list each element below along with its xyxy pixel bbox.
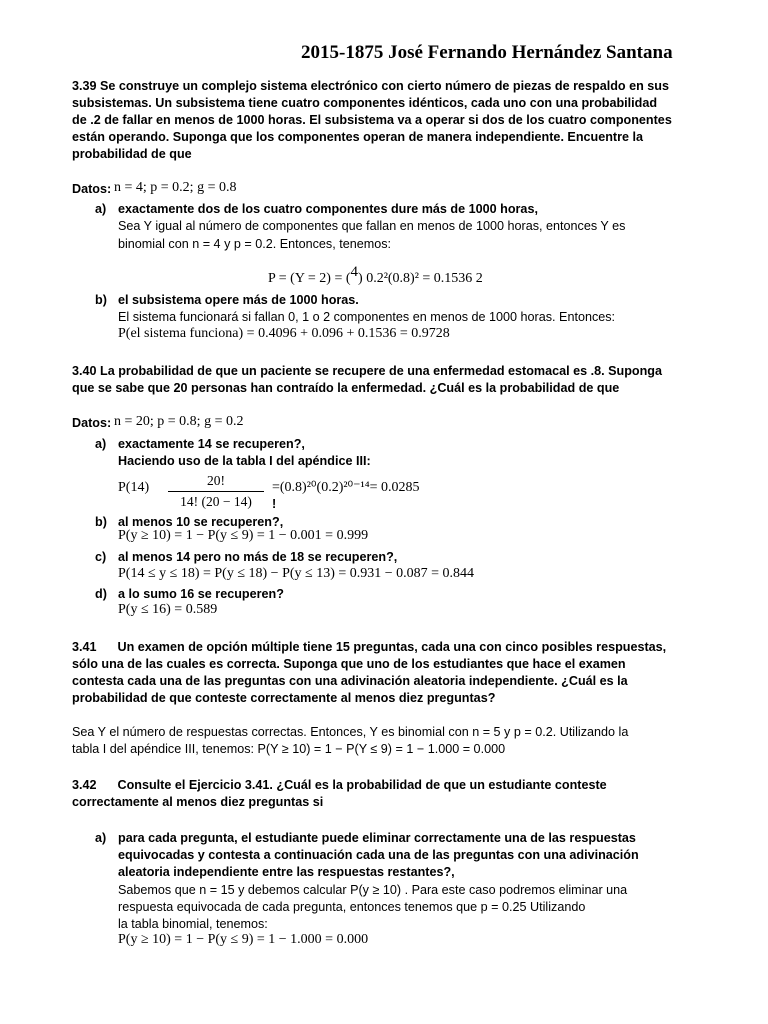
statement-line: de .2 de fallar en menos de 1000 horas. El subsistema va a operar si dos de los cuatro componentes (72, 113, 672, 127)
equation-right: =(0.8)²⁰(0.2)²⁰⁻¹⁴= 0.0285 (272, 480, 420, 495)
item-label-a: a) (95, 831, 107, 845)
question-a-line: aleatoria independiente entre las respuestas restantes?, (118, 865, 455, 879)
item-label-b: b) (95, 293, 107, 307)
equation-left: P(14) (118, 480, 150, 495)
item-label-d: d) (95, 587, 107, 601)
equation (268, 264, 483, 287)
equation: P(el sistema funciona) = 0.4096 + 0.096 + 0.1536 = 0.9728 (118, 326, 450, 341)
statement-line: subsistemas. Un subsistema tiene cuatro componentes idénticos, cada uno con una probabilidad (72, 96, 658, 110)
statement-line: que se sabe que 20 personas han contraído la enfermedad. ¿Cuál es la probabilidad de que (72, 381, 620, 395)
equation-part: ) 0.2²(0.8)² = 0.1536 2 (358, 271, 483, 286)
datos-values: n = 4; p = 0.2; g = 0.8 (114, 180, 237, 195)
item-label-c: c) (95, 550, 107, 564)
equation-part: P = (Y = 2) = ( (268, 271, 351, 286)
question-b: el subsistema opere más de 1000 horas. (118, 293, 359, 307)
item-label-a: a) (95, 202, 107, 216)
equation: P(y ≥ 10) = 1 − P(y ≤ 9) = 1 − 0.001 = 0.999 (118, 528, 369, 543)
question-a: exactamente dos de los cuatro componentes dure más de 1000 horas, (118, 202, 538, 216)
question-d: a lo sumo 16 se recuperen? (118, 587, 284, 601)
solution-line: El sistema funcionará si fallan 0, 1 o 2 componentes en menos de 1000 horas. Entonces: (118, 310, 616, 324)
equation: P(14 ≤ y ≤ 18) = P(y ≤ 18) − P(y ≤ 13) = 0.931 − 0.087 = 0.844 (118, 566, 475, 581)
datos-label: Datos: (72, 182, 112, 196)
solution-line: Haciendo uso de la tabla I del apéndice III: (118, 454, 371, 468)
fraction (168, 473, 264, 510)
datos-label: Datos: (72, 416, 112, 430)
item-label-b: b) (95, 515, 107, 529)
question-a-line: para cada pregunta, el estudiante puede eliminar correctamente una de las respuestas (118, 831, 636, 845)
fraction-numerator: 20! (207, 473, 225, 488)
equation: P(y ≤ 16) = 0.589 (118, 602, 218, 617)
statement-line: 3.42 Consulte el Ejercicio 3.41. ¿Cuál es la probabilidad de que un estudiante conteste (72, 778, 607, 792)
statement-line: 3.40 La probabilidad de que un paciente se recupere de una enfermedad estomacal es .8. Suponga (72, 364, 662, 378)
statement-line: están operando. Suponga que los componentes operan de manera independiente. Encuentre la (72, 130, 644, 144)
solution-line: Sea Y el número de respuestas correctas. Entonces, Y es binomial con n = 5 y p = 0.2. Utilizando la (72, 725, 629, 739)
statement-line: 3.39 Se construye un complejo sistema electrónico con cierto número de piezas de respaldo en sus (72, 79, 669, 93)
equation: P(y ≥ 10) = 1 − P(y ≤ 9) = 1 − 1.000 = 0.000 (118, 932, 369, 947)
statement-line: correctamente al menos diez preguntas si (72, 795, 324, 809)
statement-line: 3.41 Un examen de opción múltiple tiene 15 preguntas, cada una con cinco posibles respuestas, (72, 640, 667, 654)
question-c: al menos 14 pero no más de 18 se recuperen?, (118, 550, 398, 564)
solution-line: Sea Y igual al número de componentes que fallan en menos de 1000 horas, entonces Y es (118, 219, 626, 233)
statement-line: sólo una de las cuales es correcta. Suponga que uno de los estudiantes que hace el examen (72, 657, 626, 671)
statement-line: contesta cada una de las preguntas con una adivinación aleatoria independiente. ¿Cuál es la (72, 674, 628, 688)
question-b: al menos 10 se recuperen?, (118, 515, 284, 529)
fraction-denominator: 14! (20 − 14) (180, 494, 252, 509)
datos-values: n = 20; p = 0.8; g = 0.2 (114, 414, 244, 429)
statement-line: probabilidad de que (72, 147, 192, 161)
solution-line: respuesta equivocada de cada pregunta, entonces tenemos que p = 0.25 Utilizando (118, 900, 586, 914)
statement-line: probabilidad de que conteste correctamente al menos diez preguntas? (72, 691, 496, 705)
question-a-line: equivocadas y contesta a continuación cada una de las preguntas con una adivinación (118, 848, 639, 862)
factorial-mark: ! (272, 497, 277, 511)
solution-line: la tabla binomial, tenemos: (118, 917, 268, 931)
solution-line: Sabemos que n = 15 y debemos calcular P(y ≥ 10) . Para este caso podremos eliminar una (118, 883, 628, 897)
question-a: exactamente 14 se recuperen?, (118, 437, 305, 451)
fraction-bar (168, 491, 264, 492)
solution-line: binomial con n = 4 y p = 0.2. Entonces, tenemos: (118, 237, 392, 251)
item-label-a: a) (95, 437, 107, 451)
binomial-coefficient: 4 (350, 264, 359, 280)
solution-line: tabla I del apéndice III, tenemos: P(Y ≥ 10) = 1 − P(Y ≤ 9) = 1 − 1.000 = 0.000 (72, 742, 506, 756)
page-header: 2015-1875 José Fernando Hernández Santana (301, 42, 673, 63)
